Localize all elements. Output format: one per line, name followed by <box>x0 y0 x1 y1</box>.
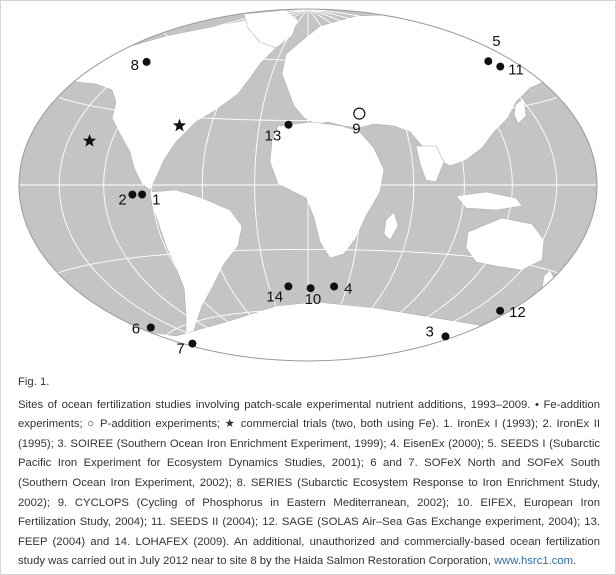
site-label: 7 <box>176 340 185 358</box>
caption-text: Sites of ocean fertilization studies involving patch-scale experimental nutrient additions, 1993–2009. • Fe-addition experiments; ○ P-addition experiments; ★ commercial trials (two, both using Fe). 1. IronEx I (1993); 2. IronEx II (1995); 3. SOIREE (Southern Ocean Iron Enrichment Experiment, 1999); 4. EisenEx (2000); 5. SEEDS I (Subarctic Pacific Iron Experiment for Ecosystem Dynamics Studies, 2001); 6 and 7. SOFeX North and SOFeX South (Southern Ocean Iron Experiment, 2002); 8. SERIES (Subarctic Ecosystem Response to Iron Enrichment Study, 2002); 9. CYCLOPS (Cycling of Phosphorus in Eastern Mediterranean, 2002); 10. EIFEX, European Iron Fertilization Study, 2004); 11. SEEDS II (2004); 12. SAGE (SOLAS Air–Sea Gas Exchange experiment, 2004); 13. FEEP (2004) and 14. LOHAFEX (2009). An additional, unauthorized and commercially-based ocean fertilization study was carried out in July 2012 near to site 8 by the Haida Salmon Restoration Corporation, <box>18 398 600 568</box>
site-label: 2 <box>118 191 127 209</box>
site-label: 11 <box>508 61 524 79</box>
fe-addition-site-marker <box>285 121 293 129</box>
fe-addition-site-marker <box>330 283 338 291</box>
fe-addition-site-marker <box>484 57 492 65</box>
hsrc-link[interactable]: www.hsrc1.com <box>493 555 574 568</box>
site-label: 8 <box>130 56 139 74</box>
site-label: 6 <box>131 320 141 338</box>
site-label: 5 <box>492 33 501 51</box>
fe-addition-site-marker <box>143 58 151 66</box>
fe-addition-site-marker <box>284 282 292 290</box>
site-label: 10 <box>304 291 322 309</box>
fe-addition-site-marker <box>138 191 146 199</box>
caption-end: . <box>573 555 577 568</box>
figure-caption <box>18 373 600 572</box>
site-label: 14 <box>266 288 284 306</box>
world-map-svg <box>16 6 600 364</box>
fe-addition-site-marker <box>128 191 136 199</box>
fe-addition-site-marker <box>147 324 155 332</box>
fe-addition-site-marker <box>442 332 450 340</box>
site-label: 13 <box>264 127 282 145</box>
site-label: 9 <box>352 120 361 138</box>
fe-addition-site-marker <box>188 340 196 348</box>
figure-label: Fig. 1. <box>18 376 50 388</box>
site-label: 12 <box>509 303 526 321</box>
fe-addition-site-marker <box>496 63 504 71</box>
site-label: 1 <box>152 191 161 209</box>
site-label: 3 <box>425 323 434 341</box>
p-addition-site-marker <box>354 108 365 119</box>
fe-addition-site-marker <box>496 307 504 315</box>
world-map <box>16 6 600 364</box>
site-label: 4 <box>344 280 353 298</box>
